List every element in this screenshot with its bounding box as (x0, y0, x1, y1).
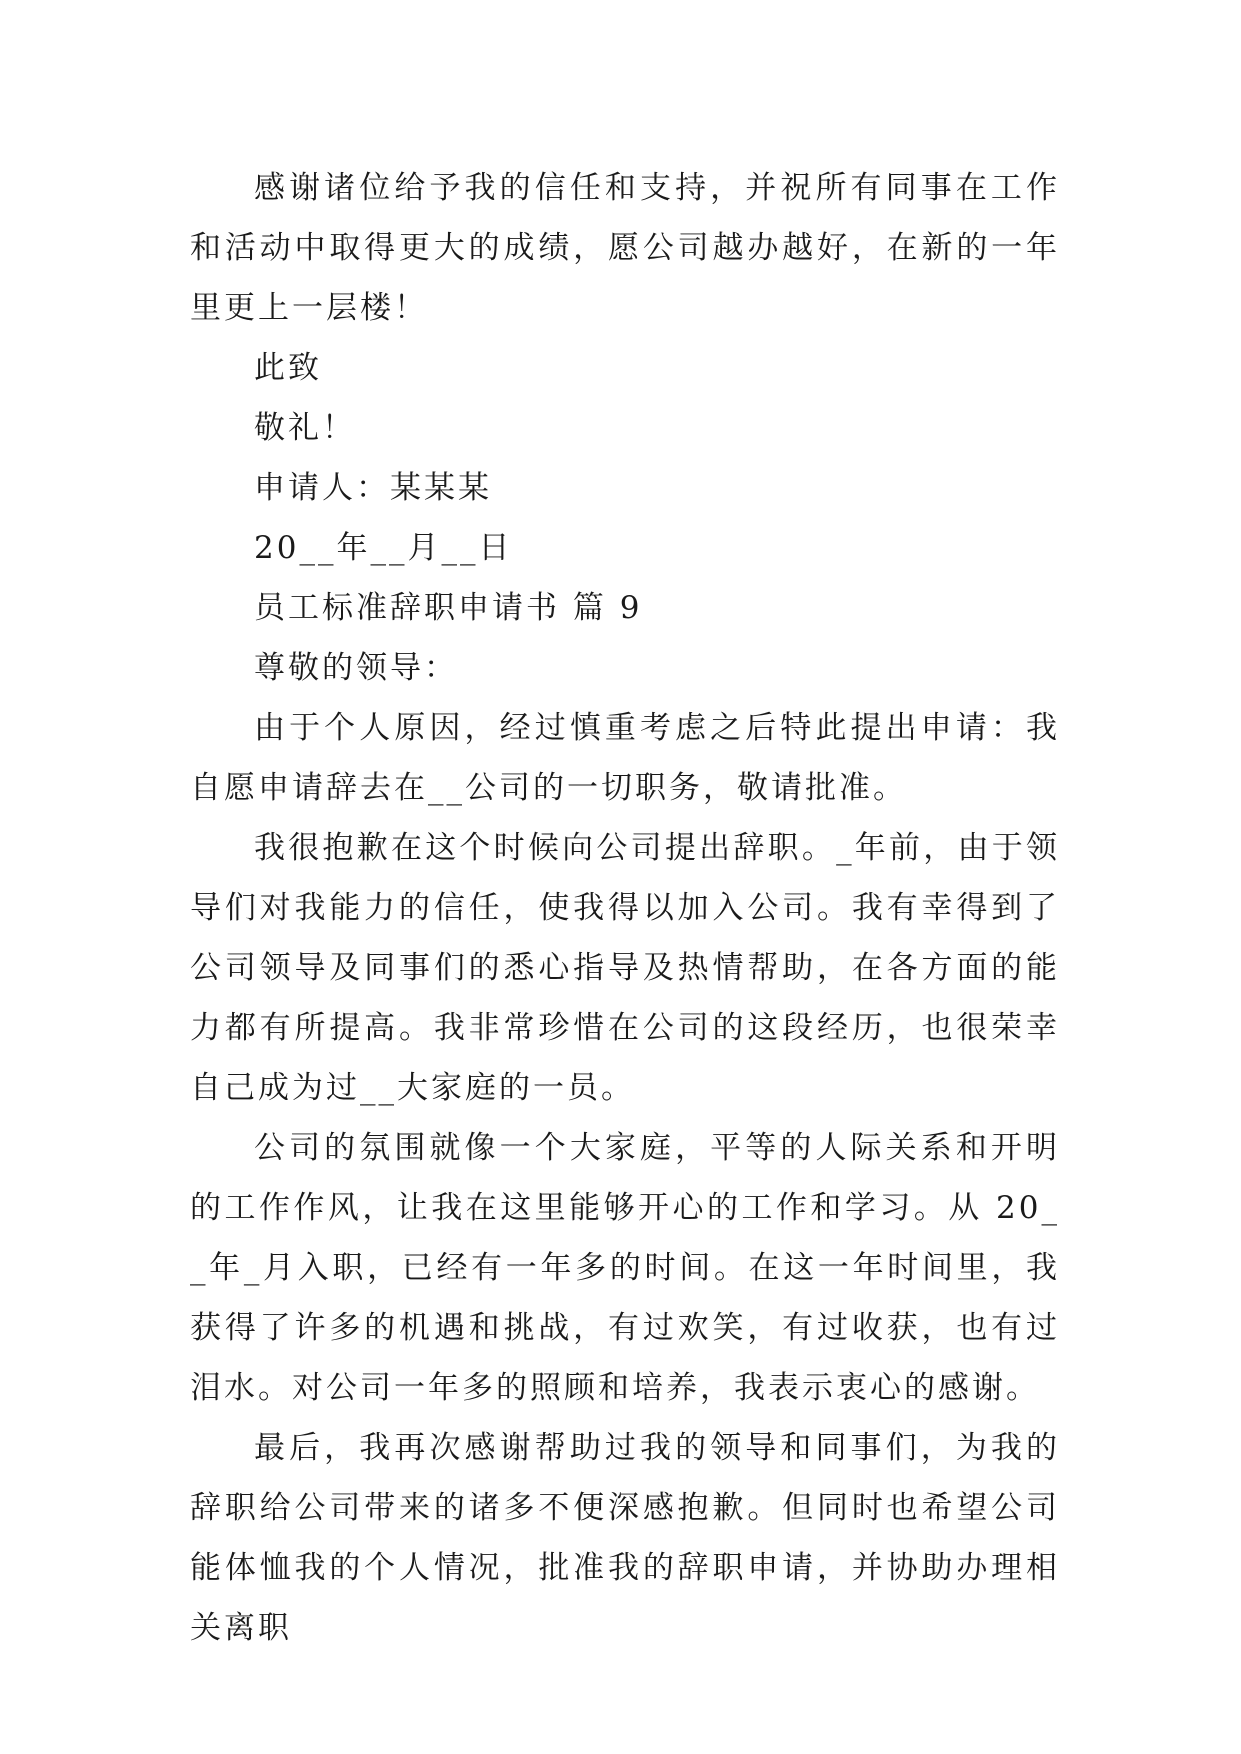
applicant-signature: 申请人：某某某 (254, 470, 492, 506)
salutation-line-1: 此致 (254, 350, 322, 386)
body-paragraph: 最后，我再次感谢帮助过我的领导和同事们，为我的辞职给公司带来的诸多不便深感抱歉。但同时也希望公司能体恤我的个人情况，批准我的辞职申请，并协助办理相关离职 (190, 1430, 1060, 1646)
greeting: 尊敬的领导： (254, 650, 458, 686)
document-page (190, 158, 1060, 1658)
salutation-line-2: 敬礼！ (254, 410, 356, 446)
section-title: 员工标准辞职申请书 篇 9 (254, 590, 643, 626)
date-line: 20__年__月__日 (254, 530, 513, 566)
body-paragraph: 由于个人原因，经过慎重考虑之后特此提出申请：我自愿申请辞去在__公司的一切职务，敬请批准。 (190, 710, 1060, 806)
closing-paragraph: 感谢诸位给予我的信任和支持，并祝所有同事在工作和活动中取得更大的成绩，愿公司越办越好，在新的一年里更上一层楼！ (190, 170, 1060, 326)
body-paragraph: 我很抱歉在这个时候向公司提出辞职。_年前，由于领导们对我能力的信任，使我得以加入公司。我有幸得到了公司领导及同事们的悉心指导及热情帮助，在各方面的能力都有所提高。我非常珍惜在公司的这段经历，也很荣幸自己成为过__大家庭的一员。 (190, 830, 1060, 1106)
body-paragraph: 公司的氛围就像一个大家庭，平等的人际关系和开明的工作作风，让我在这里能够开心的工作和学习。从 20__年_月入职，已经有一年多的时间。在这一年时间里，我获得了许多的机遇和挑战，有过欢笑，有过收获，也有过泪水。对公司一年多的照顾和培养，我表示衷心的感谢。 (190, 1130, 1060, 1406)
